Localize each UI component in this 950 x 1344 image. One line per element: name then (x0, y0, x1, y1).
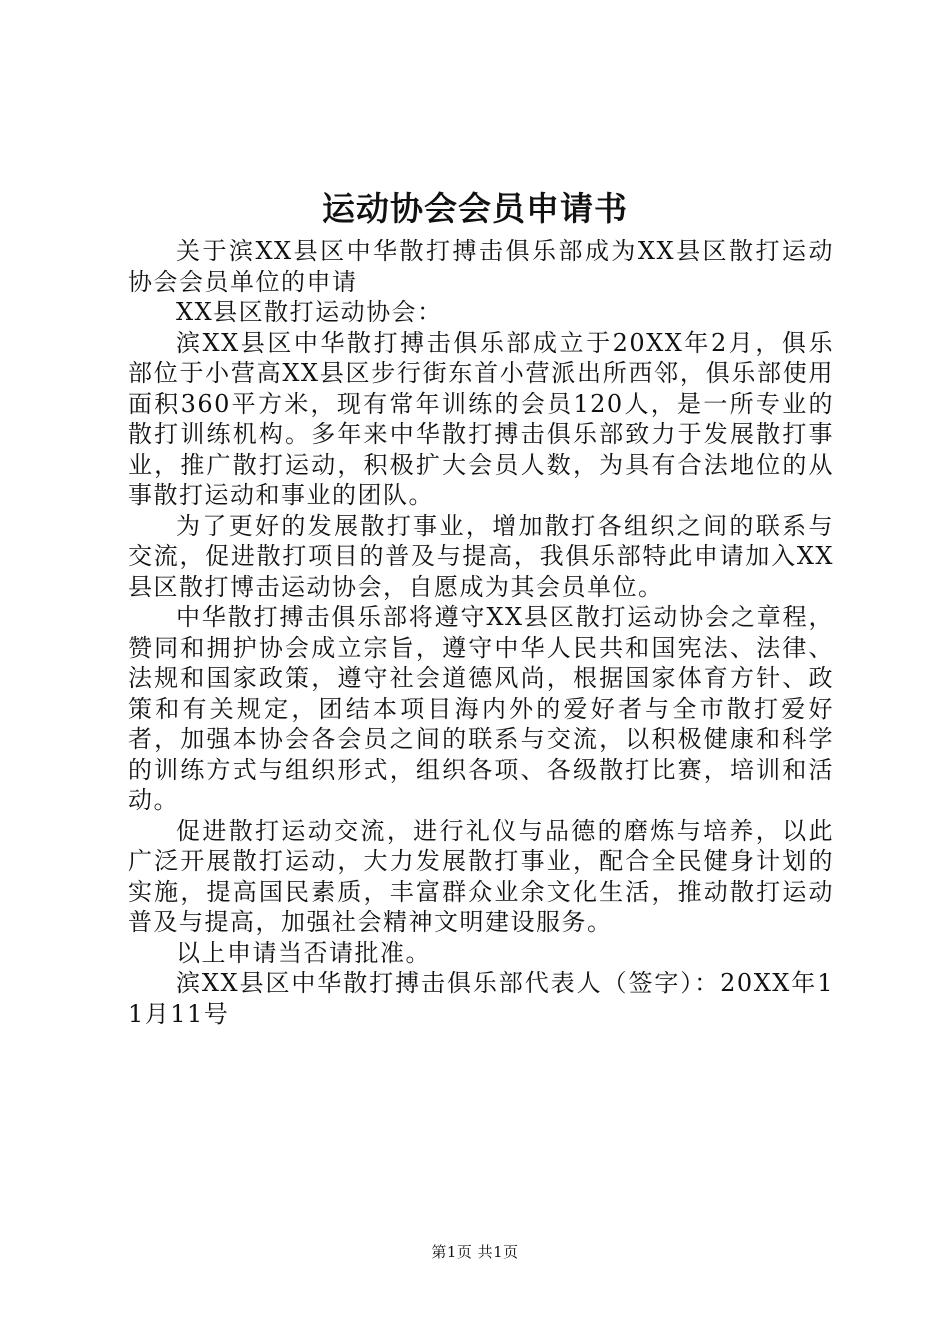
paragraph-introduction: 滨XX县区中华散打搏击俱乐部成立于20XX年2月，俱乐部位于小营高XX县区步行街东首小营派出所西邻，俱乐部使用面积360平方米，现有常年训练的会员120人，是一所专业的散打训练机构。多年来中华散打搏击俱乐部致力于发展散打事业，推广散打运动，积极扩大会员人数，为具有合法地位的从事散打运动和事业的团队。 (128, 328, 834, 509)
document-title: 运动协会会员申请书 (322, 189, 628, 228)
paragraph-signature: 滨XX县区中华散打搏击俱乐部代表人（签字）：20XX年11月11号 (128, 969, 834, 1028)
paragraph-request: 以上申请当否请批准。 (176, 938, 431, 967)
paragraph-commitment: 中华散打搏击俱乐部将遵守XX县区散打运动协会之章程，赞同和拥护协会成立宗旨，遵守中华人民共和国宪法、法律、法规和国家政策，遵守社会道德风尚，根据国家体育方针、政策和有关规定，团结本项目海内外的爱好者与全市散打爱好者，加强本协会各会员之间的联系与交流，以积极健康和科学的训练方式与组织形式，组织各项、各级散打比赛，培训和活动。 (128, 603, 834, 814)
paragraph-goals: 促进散打运动交流，进行礼仪与品德的磨炼与培养，以此广泛开展散打运动，大力发展散打事业，配合全民健身计划的实施，提高国民素质，丰富群众业余文化生活，推动散打运动普及与提高，加强社会精神文明建设服务。 (128, 816, 834, 936)
document-body (128, 236, 834, 1029)
page-number: 第1页 共1页 (431, 1243, 519, 1261)
paragraph-salutation: XX县区散打运动协会： (176, 298, 443, 326)
paragraph-purpose: 为了更好的发展散打事业，增加散打各组织之间的联系与交流，促进散打项目的普及与提高，我俱乐部特此申请加入XX县区散打博击运动协会，自愿成为其会员单位。 (128, 511, 834, 601)
paragraph-subject: 关于滨XX县区中华散打搏击俱乐部成为XX县区散打运动协会会员单位的申请 (128, 237, 834, 296)
